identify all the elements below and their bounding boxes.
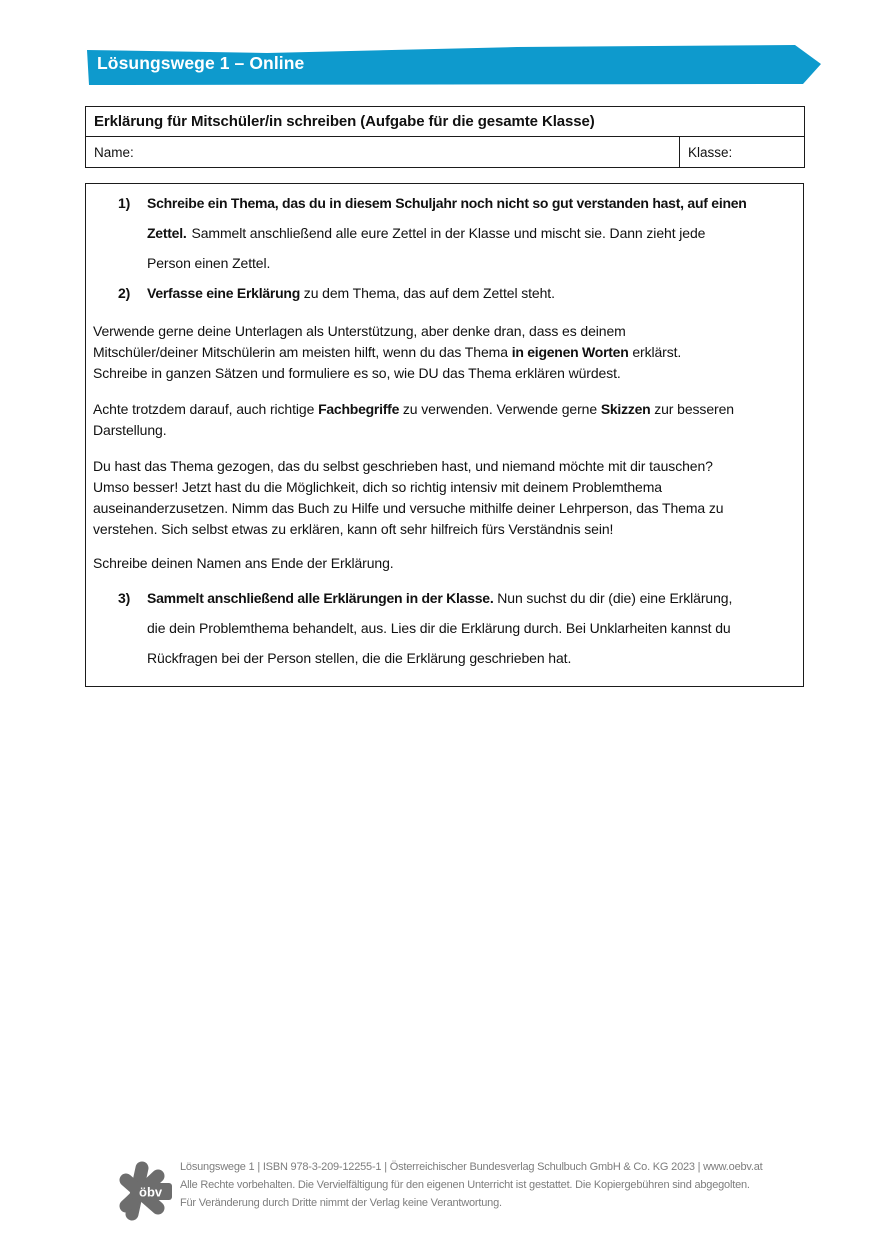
banner-ribbon [87, 42, 823, 86]
text-segment: Schreibe ein Thema, das du in diesem Schuljahr noch nicht so gut verstanden hast, auf einen [147, 195, 747, 211]
text-segment: Sammelt anschließend alle eure Zettel in der Klasse und mischt sie. Dann zieht jede [191, 225, 706, 241]
text-segment: Du hast das Thema gezogen, das du selbst geschrieben hast, und niemand möchte mit dir tauschen? [93, 458, 713, 474]
footer-line-3: Für Veränderung durch Dritte nimmt der Verlag keine Verantwortung. [180, 1197, 502, 1209]
text-segment: Fachbegriffe [318, 401, 400, 417]
text-segment: auseinanderzusetzen. Nimm das Buch zu Hilfe und versuche mithilfe deiner Lehrperson, das Thema zu [93, 500, 724, 516]
text-segment: verstehen. Sich selbst etwas zu erklären, kann oft sehr hilfreich fürs Verständnis sein! [93, 521, 614, 537]
text-segment: Nun suchst du dir (die) eine Erklärung, [493, 590, 733, 606]
text-segment: Sammelt anschließend alle Erklärungen in der Klasse. [147, 590, 494, 606]
item-2-number: 2) [118, 285, 131, 301]
worksheet-title: Erklärung für Mitschüler/in schreiben (Aufgabe für die gesamte Klasse) [86, 107, 804, 137]
text-segment: Skizzen [600, 401, 651, 417]
text-line [93, 553, 797, 574]
name-klasse-row [86, 137, 804, 167]
oebv-logo [117, 1159, 173, 1223]
footer-line-2: Alle Rechte vorbehalten. Die Vervielfältigung für den eigenen Unterricht ist gestattet. Die Kopiergebühren sind abgegolten. [180, 1179, 750, 1191]
text-segment: Person einen Zettel. [147, 255, 271, 271]
text-line [147, 583, 803, 613]
text-line [147, 218, 803, 248]
item-1-number: 1) [118, 195, 131, 211]
text-segment: Schreibe deinen Namen ans Ende der Erklärung. [93, 555, 394, 571]
paragraph-2 [93, 399, 797, 441]
text-line [147, 188, 803, 218]
text-segment: Darstellung. [93, 422, 167, 438]
text-segment: Umso besser! Jetzt hast du die Möglichkeit, dich so richtig intensiv mit deinem Problemthema [93, 479, 662, 495]
klasse-input-area[interactable] [732, 137, 804, 167]
paragraph-1 [93, 321, 797, 384]
text-line [93, 420, 797, 441]
text-line [93, 363, 797, 384]
klasse-label: Klasse: [688, 144, 733, 160]
task-item-3 [86, 583, 803, 673]
footer-line-1: Lösungswege 1 | ISBN 978-3-209-12255-1 | Österreichischer Bundesverlag Schulbuch GmbH & Co. KG 2023 | www.oebv.at [180, 1161, 763, 1173]
paragraph-3 [93, 456, 797, 540]
text-line [93, 399, 797, 420]
text-segment: zu verwenden. Verwende gerne [399, 401, 601, 417]
text-line [93, 456, 797, 477]
footer-text [180, 1158, 763, 1212]
task-item-2 [86, 278, 803, 308]
text-line [147, 248, 803, 278]
text-segment: Verwende gerne deine Unterlagen als Unterstützung, aber denke dran, dass es deinem [93, 323, 626, 339]
text-segment: zur besseren [650, 401, 734, 417]
text-line [147, 278, 803, 308]
text-segment: zu dem Thema, das auf dem Zettel steht. [300, 285, 555, 301]
name-label: Name: [94, 144, 134, 160]
name-input-area[interactable] [134, 137, 679, 167]
name-cell [86, 137, 679, 167]
task-box [85, 183, 804, 687]
text-line [147, 613, 803, 643]
text-segment: Zettel. [147, 225, 187, 241]
text-segment: Schreibe in ganzen Sätzen und formuliere es so, wie DU das Thema erklären würdest. [93, 365, 621, 381]
paragraph-4 [93, 553, 797, 574]
text-segment: in eigenen Worten [511, 344, 629, 360]
text-line [93, 342, 797, 363]
text-line [93, 477, 797, 498]
footer [0, 1156, 890, 1226]
text-line [93, 498, 797, 519]
task-item-1 [86, 188, 803, 278]
text-segment: Mitschüler/deiner Mitschülerin am meisten hilft, wenn du das Thema [93, 344, 512, 360]
banner-title: Lösungswege 1 – Online [97, 53, 305, 73]
text-line [93, 321, 797, 342]
text-segment: Rückfragen bei der Person stellen, die die Erklärung geschrieben hat. [147, 650, 572, 666]
text-segment: Achte trotzdem darauf, auch richtige [93, 401, 319, 417]
item-3-number: 3) [118, 590, 131, 606]
header-table [85, 106, 805, 168]
oebv-logo-text: öbv [139, 1184, 163, 1200]
text-line [147, 643, 803, 673]
text-segment: die dein Problemthema behandelt, aus. Lies dir die Erklärung durch. Bei Unklarheiten kannst du [147, 620, 731, 636]
text-segment: Verfasse eine Erklärung [147, 285, 301, 301]
text-line [93, 519, 797, 540]
text-segment: erklärst. [628, 344, 682, 360]
klasse-cell [679, 137, 804, 167]
